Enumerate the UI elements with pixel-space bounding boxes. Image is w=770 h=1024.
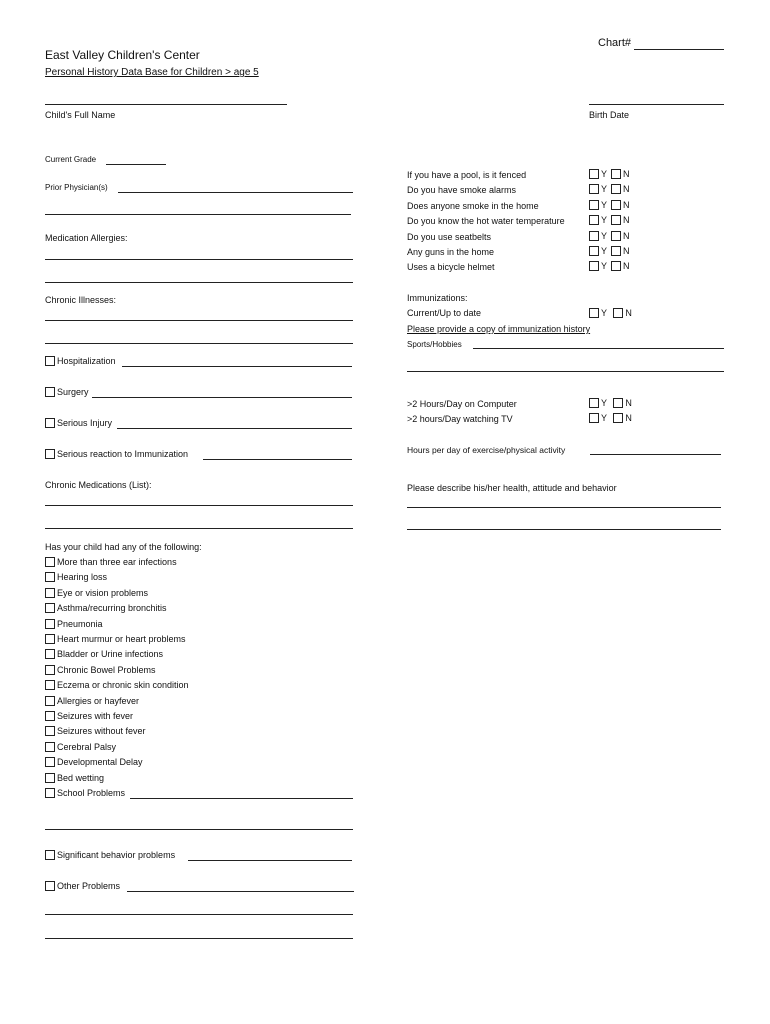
no-checkbox[interactable] <box>611 169 621 179</box>
child-name-field[interactable] <box>45 104 287 105</box>
chronic-medications-field-2[interactable] <box>45 528 353 529</box>
history-item <box>45 696 139 706</box>
history-item-label: Eye or vision problems <box>57 587 149 598</box>
sports-hobbies-field[interactable] <box>473 348 724 349</box>
significant-behavior-row <box>45 850 175 860</box>
surgery-checkbox[interactable] <box>45 387 55 397</box>
history-item-checkbox[interactable] <box>45 619 55 629</box>
safety-question-label: Do you use seatbelts <box>407 231 492 242</box>
serious-reaction-row <box>45 449 188 459</box>
safety-question-label: Any guns in the home <box>407 247 495 257</box>
history-item-checkbox[interactable] <box>45 726 55 736</box>
serious-injury-label: Serious Injury <box>57 418 113 428</box>
chronic-medications-label: Chronic Medications (List): <box>45 480 152 490</box>
history-item-checkbox[interactable] <box>45 603 55 613</box>
no-label: N <box>625 398 632 408</box>
describe-field-2[interactable] <box>407 529 721 530</box>
serious-injury-field[interactable] <box>117 428 352 429</box>
hospitalization-checkbox[interactable] <box>45 356 55 366</box>
yes-checkbox[interactable] <box>589 215 599 225</box>
serious-reaction-checkbox[interactable] <box>45 449 55 459</box>
tv-hours-yn <box>589 413 632 423</box>
no-label: N <box>625 413 632 423</box>
no-label: N <box>623 230 630 241</box>
computer-hours-label: >2 Hours/Day on Computer <box>407 399 517 409</box>
other-problems-checkbox[interactable] <box>45 881 55 891</box>
child-name-label: Child's Full Name <box>45 110 116 120</box>
surgery-label: Surgery <box>57 387 89 397</box>
surgery-field[interactable] <box>92 397 352 398</box>
prior-physician-field[interactable] <box>118 192 353 193</box>
org-title: East Valley Children's Center <box>45 48 200 62</box>
serious-reaction-field[interactable] <box>203 459 352 460</box>
tv-yes-checkbox[interactable] <box>589 413 599 423</box>
history-item-label: Seizures with fever <box>57 711 134 721</box>
history-item <box>45 742 116 752</box>
no-label: N <box>623 199 630 210</box>
no-checkbox[interactable] <box>611 231 621 241</box>
history-item-checkbox[interactable] <box>45 588 55 598</box>
history-item-label: Heart murmur or heart problems <box>57 634 186 644</box>
yes-label: Y <box>601 169 608 179</box>
other-problems-field-3[interactable] <box>45 938 353 939</box>
chart-number-field[interactable] <box>634 49 724 50</box>
yes-label: Y <box>601 261 608 272</box>
serious-injury-checkbox[interactable] <box>45 418 55 428</box>
safety-question-yn <box>589 215 630 225</box>
significant-behavior-label: Significant behavior problems <box>57 850 176 860</box>
history-item <box>45 680 189 690</box>
history-item-checkbox[interactable] <box>45 649 55 659</box>
history-item <box>45 726 146 736</box>
history-item <box>45 665 156 675</box>
history-item <box>45 588 148 598</box>
birth-date-label: Birth Date <box>589 110 630 120</box>
sports-hobbies-label: Sports/Hobbies <box>407 340 462 349</box>
history-item-label: Bed wetting <box>57 772 105 783</box>
significant-behavior-checkbox[interactable] <box>45 850 55 860</box>
current-grade-label: Current Grade <box>45 155 97 164</box>
history-item-checkbox[interactable] <box>45 572 55 582</box>
activity-hours-field[interactable] <box>590 454 721 455</box>
immunizations-no-checkbox[interactable] <box>613 308 623 318</box>
significant-behavior-field[interactable] <box>188 860 352 861</box>
describe-field-1[interactable] <box>407 507 721 508</box>
history-item-checkbox[interactable] <box>45 696 55 706</box>
safety-question-yn <box>589 200 630 210</box>
yes-label: Y <box>601 398 607 408</box>
history-item-label: Pneumonia <box>57 618 103 629</box>
no-label: N <box>623 261 630 272</box>
computer-hours-yn <box>589 398 632 408</box>
no-label: N <box>623 246 630 256</box>
tv-hours-label: >2 hours/Day watching TV <box>407 414 513 424</box>
history-item-label: Asthma/recurring bronchitis <box>57 603 167 614</box>
other-problems-label: Other Problems <box>57 881 121 891</box>
yes-label: Y <box>601 308 607 318</box>
other-problems-field[interactable] <box>127 891 354 892</box>
serious-reaction-label: Serious reaction to Immunization <box>57 449 189 459</box>
safety-question-yn <box>589 169 630 179</box>
chart-number-label: Chart# <box>598 37 632 49</box>
history-item-checkbox[interactable] <box>45 742 55 752</box>
computer-no-checkbox[interactable] <box>613 398 623 408</box>
tv-no-checkbox[interactable] <box>613 413 623 423</box>
history-title: Has your child had any of the following: <box>45 542 202 552</box>
no-label: N <box>623 215 630 226</box>
no-checkbox[interactable] <box>611 184 621 194</box>
yes-checkbox[interactable] <box>589 184 599 194</box>
prior-physician-label: Prior Physician(s) <box>45 183 108 192</box>
history-item <box>45 557 177 567</box>
current-grade-field[interactable] <box>106 164 166 165</box>
medication-allergies-field-1[interactable] <box>45 259 353 260</box>
history-item-checkbox[interactable] <box>45 634 55 644</box>
history-item-label: More than three ear infections <box>57 557 177 567</box>
activity-hours-label: Hours per day of exercise/physical activity <box>407 445 566 455</box>
surgery-row <box>45 387 89 397</box>
school-problems-field[interactable] <box>130 798 353 799</box>
safety-question-yn <box>589 246 630 256</box>
hospitalization-row <box>45 356 116 366</box>
other-problems-row <box>45 881 120 891</box>
history-item-checkbox[interactable] <box>45 757 55 767</box>
chronic-medications-field-1[interactable] <box>45 505 353 506</box>
yes-checkbox[interactable] <box>589 261 599 271</box>
serious-injury-row <box>45 418 112 428</box>
safety-question-yn <box>589 261 630 271</box>
prior-physician-field-2[interactable] <box>45 214 351 215</box>
no-checkbox[interactable] <box>611 261 621 271</box>
hospitalization-field[interactable] <box>122 366 352 367</box>
sports-hobbies-field-2[interactable] <box>407 371 724 372</box>
no-checkbox[interactable] <box>611 215 621 225</box>
yes-label: Y <box>601 413 607 423</box>
history-item-checkbox[interactable] <box>45 680 55 690</box>
history-item-label: Chronic Bowel Problems <box>57 664 156 675</box>
no-label: N <box>623 169 630 179</box>
history-item-label: Bladder or Urine infections <box>57 649 164 660</box>
history-item-checkbox[interactable] <box>45 557 55 567</box>
yes-checkbox[interactable] <box>589 169 599 179</box>
no-checkbox[interactable] <box>611 200 621 210</box>
chronic-illnesses-field-1[interactable] <box>45 320 353 321</box>
history-item-label: Hearing loss <box>57 572 108 583</box>
no-label: N <box>625 308 632 318</box>
safety-question-label: Uses a bicycle helmet <box>407 262 495 273</box>
safety-question-label: If you have a pool, is it fenced <box>407 170 527 180</box>
yes-label: Y <box>601 184 608 195</box>
history-item-label: Allergies or hayfever <box>57 695 140 706</box>
history-item <box>45 634 186 644</box>
no-label: N <box>623 184 630 195</box>
history-item-checkbox[interactable] <box>45 711 55 721</box>
history-item <box>45 773 104 783</box>
chronic-illnesses-label: Chronic Illnesses: <box>45 295 117 305</box>
history-item-label: Eczema or chronic skin condition <box>57 680 189 691</box>
computer-yes-checkbox[interactable] <box>589 398 599 408</box>
safety-question-label: Do you have smoke alarms <box>407 185 517 196</box>
yes-checkbox[interactable] <box>589 231 599 241</box>
safety-question-yn <box>589 184 630 194</box>
form-subtitle: Personal History Data Base for Children > age 5 <box>45 67 259 78</box>
medication-allergies-field-2[interactable] <box>45 282 353 283</box>
hospitalization-label: Hospitalization <box>57 356 116 366</box>
safety-question-label: Do you know the hot water temperature <box>407 216 565 227</box>
safety-question-yn <box>589 231 630 241</box>
immunization-copy-note: Please provide a copy of immunization history <box>407 324 591 334</box>
immunizations-title: Immunizations: <box>407 293 468 303</box>
yes-checkbox[interactable] <box>589 200 599 210</box>
other-problems-field-2[interactable] <box>45 914 353 915</box>
medication-allergies-label: Medication Allergies: <box>45 233 128 243</box>
history-item-label: Seizures without fever <box>57 726 146 737</box>
yes-label: Y <box>601 199 608 210</box>
history-item-label: School Problems <box>57 788 126 798</box>
history-item-label: Cerebral Palsy <box>57 741 117 752</box>
history-item-checkbox[interactable] <box>45 773 55 783</box>
yes-label: Y <box>601 230 608 241</box>
school-problems-field-2[interactable] <box>45 829 353 830</box>
describe-label: Please describe his/her health, attitude and behavior <box>407 483 617 493</box>
history-item <box>45 572 107 582</box>
yes-checkbox[interactable] <box>589 246 599 256</box>
birth-date-field[interactable] <box>589 104 724 105</box>
history-item <box>45 619 103 629</box>
history-item <box>45 711 133 721</box>
no-checkbox[interactable] <box>611 246 621 256</box>
yes-label: Y <box>601 215 608 226</box>
chronic-illnesses-field-2[interactable] <box>45 343 353 344</box>
yes-label: Y <box>601 246 608 256</box>
history-item <box>45 603 167 613</box>
immunizations-yes-checkbox[interactable] <box>589 308 599 318</box>
history-item <box>45 788 125 798</box>
immunizations-yn <box>589 308 632 318</box>
history-item <box>45 757 143 767</box>
history-item-checkbox[interactable] <box>45 788 55 798</box>
immunizations-current-label: Current/Up to date <box>407 308 482 318</box>
safety-question-label: Does anyone smoke in the home <box>407 200 539 211</box>
history-item <box>45 649 163 659</box>
history-item-checkbox[interactable] <box>45 665 55 675</box>
history-item-label: Developmental Delay <box>57 757 143 768</box>
